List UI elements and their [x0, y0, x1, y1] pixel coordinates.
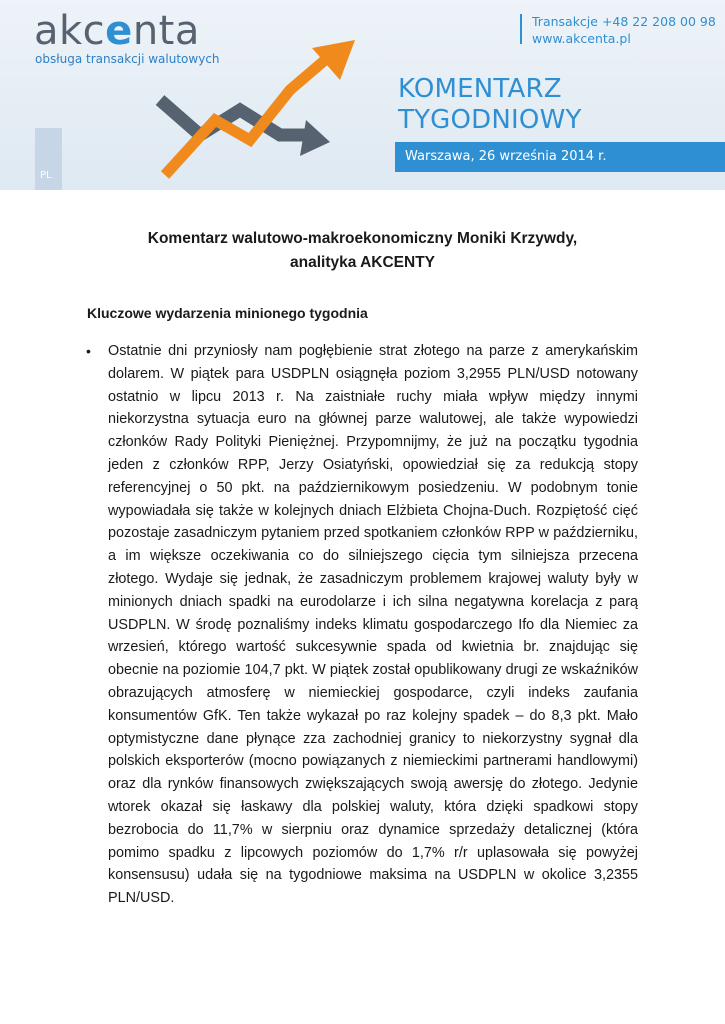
report-title — [398, 74, 582, 136]
bullet-marker: • — [86, 343, 91, 359]
contact-divider — [520, 14, 522, 44]
logo-tagline: obsługa transakcji walutowych — [35, 52, 220, 66]
language-label: PL — [40, 170, 52, 181]
gray-arrowhead-icon — [300, 120, 330, 156]
section-title: Kluczowe wydarzenia minionego tygodnia — [87, 305, 368, 321]
report-date: Warszawa, 26 września 2014 r. — [405, 149, 607, 164]
contact-info — [532, 13, 716, 47]
report-title-line2: TYGODNIOWY — [398, 105, 582, 135]
bullet-paragraph: Ostatnie dni przyniosły nam pogłębienie strat złotego na parze z amerykańskim dolarem. W piątek para USDPLN osiągnęła poziom 3,2955 PLN/USD notowany ostatnio w lipcu 2013 r. Na zaistniałe ruchy miała wpływ między innymi niekorzystna sytuacja euro na głównej parze walutowej, ale także wypowiedzi członków Rady Polityki Pieniężnej. Przypomnijmy, że już na początku tygodnia jeden z członków RPP, Jerzy Osiatyński, opowiedział się za redukcją stopy referencyjnej o 50 pkt. na październikowym posiedzeniu. W podobnym tonie wypowiadała się także w kolejnych dniach Elżbieta Chojna-Duch. Rozpiętość cięć pozostaje zasadniczym pytaniem przed spotkaniem członków RPP w październiku, a im większe oczekiwania co do silniejszego cięcia tym silniejsza przecena złotego. Wydaje się jednak, że zasadniczym problemem krajowej waluty były w minionych dniach spadki na eurodolarze i ich silna negatywna korelacja z parą USDPLN. W środę poznaliśmy indeks klimatu gospodarczego Ifo dla Niemiec za wrzesień, którego wartość sukcesywnie spada od kwietnia br. znajdując się obecnie na poziomie 104,7 pkt. W piątek został opublikowany drugi ze wskaźników obrazujących atmosferę w niemieckiej gospodarce, czyli indeks zaufania konsumentów GfK. Ten także wykazał po raz kolejny spadek – do 8,3 pkt. Mało optymistyczne dane płynące zza zachodniej granicy to niekorzystny sygnał dla polskich eksporterów (mocno powiązanych z niemieckimi partnerami handlowymi) oraz dla rynków finansowych zwiększających swoją awersję do złotego. Jedynie wtorek okazał się łaskawy dla polskiej waluty, która dzięki spadkowi stopy bezrobocia do 11,7% w sierpniu oraz dynamice sprzedaży detalicznej (która pomimo spadku z lipcowych poziomów do 1,7% r/r uplasowała się powyżej konsensusu) udała się na tygodniowe maksima na USDPLN w okolice 3,2355 PLN/USD. — [108, 343, 638, 907]
document-heading — [90, 227, 635, 275]
document-heading-line1: Komentarz walutowo-makroekonomiczny Moniki Krzywdy, — [147, 230, 578, 247]
logo-accent-letter: e — [105, 8, 133, 54]
logo-suffix: nta — [132, 8, 200, 54]
report-title-line1: KOMENTARZ — [398, 74, 562, 104]
trend-arrows-graphic — [140, 40, 380, 180]
contact-website-link[interactable]: www.akcenta.pl — [532, 31, 631, 46]
logo-prefix: akc — [34, 8, 106, 54]
contact-phone: Transakcje +48 22 208 00 98 — [532, 14, 716, 29]
document-heading-line2: analityka AKCENTY — [290, 254, 435, 271]
